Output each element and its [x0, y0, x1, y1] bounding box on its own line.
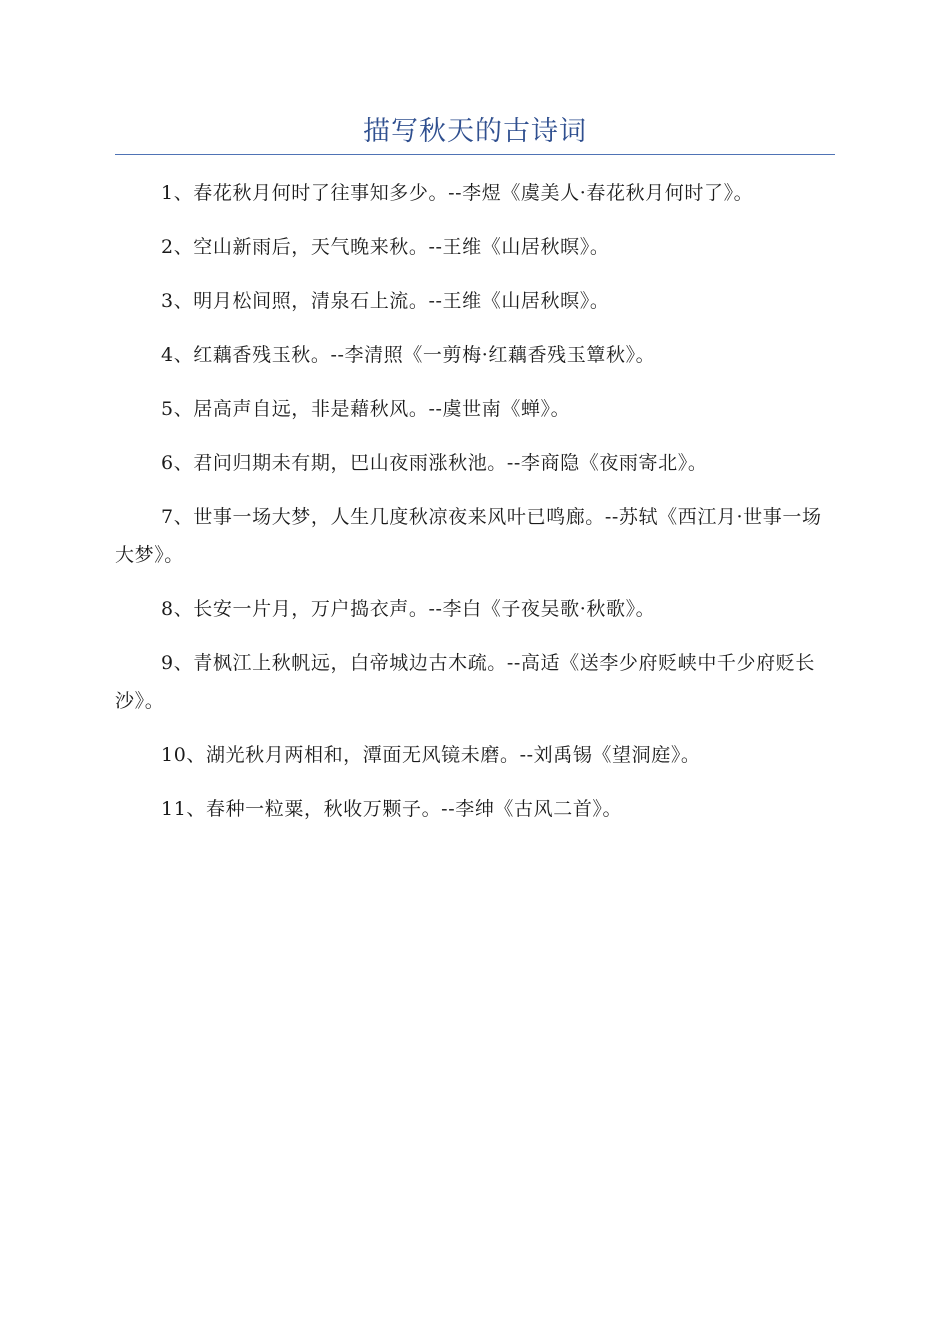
poem-list	[115, 174, 825, 844]
title-underline	[115, 154, 835, 155]
page-title: 描写秋天的古诗词	[363, 116, 587, 147]
poem-item-11: 11、春种一粒粟，秋收万颗子。--李绅《古风二首》。	[161, 798, 623, 820]
poem-item-5: 5、居高声自远，非是藉秋风。--虞世南《蝉》。	[161, 398, 571, 420]
poem-item-6: 6、君问归期未有期，巴山夜雨涨秋池。--李商隐《夜雨寄北》。	[161, 452, 708, 474]
poem-item-8: 8、长安一片月，万户捣衣声。--李白《子夜吴歌·秋歌》。	[161, 598, 656, 620]
poem-item-7: 7、世事一场大梦，人生几度秋凉夜来风叶已鸣廊。--苏轼《西江月·世事一场大梦》。	[115, 506, 822, 566]
poem-item-2: 2、空山新雨后，天气晚来秋。--王维《山居秋暝》。	[161, 236, 610, 258]
poem-item-1: 1、春花秋月何时了往事知多少。--李煜《虞美人·春花秋月何时了》。	[161, 182, 754, 204]
poem-item-10: 10、湖光秋月两相和，潭面无风镜未磨。--刘禹锡《望洞庭》。	[161, 744, 701, 766]
poem-item-4: 4、红藕香残玉秋。--李清照《一剪梅·红藕香残玉簟秋》。	[161, 344, 656, 366]
poem-item-9: 9、青枫江上秋帆远，白帝城边古木疏。--高适《送李少府贬峡中千少府贬长沙》。	[115, 652, 815, 712]
poem-item-3: 3、明月松间照，清泉石上流。--王维《山居秋暝》。	[161, 290, 610, 312]
